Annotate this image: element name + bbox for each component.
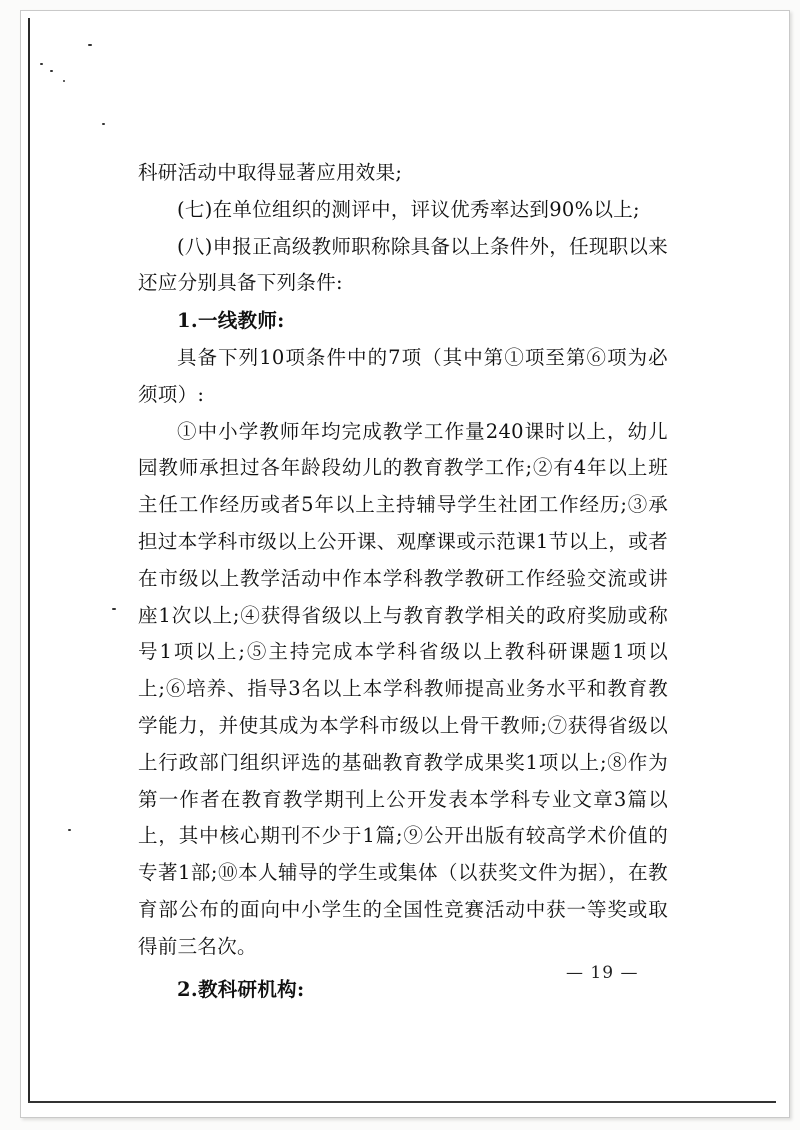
page-number: — 19 —: [566, 963, 639, 983]
binding-line: [28, 18, 30, 1103]
scan-speck: [88, 44, 92, 46]
paragraph-continuation: 科研活动中取得显著应用效果;: [138, 161, 403, 184]
scan-speck: [102, 123, 105, 125]
scan-speck: [112, 608, 116, 610]
section-heading-research-institutions: 2.教科研机构:: [177, 977, 305, 1001]
scan-speck: [68, 829, 71, 831]
section-heading-frontline-teachers: 1.一线教师:: [177, 309, 285, 333]
bottom-border-line: [28, 1101, 776, 1103]
document-body: [138, 155, 668, 1008]
scan-speck: [63, 80, 65, 82]
paragraph-requirement-list: ①中小学教师年均完成教学工作量240课时以上，幼儿园教师承担过各年龄段幼儿的教育教学工作;②有4年以上班主任工作经历或者5年以上主持辅导学生社团工作经历;③承担过本学科市级以上公开课、观摩课或示范课1节以上，或者在市级以上教学活动中作本学科教学教研工作经验交流或讲座1次以上;④获得省级以上与教育教学相关的政府奖励或称号1项以上;⑤主持完成本学科省级以上教科研课题1项以上;⑥培养、指导3名以上本学科教师提高业务水平和教育教学能力，并使其成为本学科市级以上骨干教师;⑦获得省级以上行政部门组织评选的基础教育教学成果奖1项以上;⑧作为第一作者在教育教学期刊上公开发表本学科专业文章3篇以上，其中核心期刊不少于1篇;⑨公开出版有较高学术价值的专著1部;⑩本人辅导的学生或集体（以获奖文件为据），在教育部公布的面向中小学生的全国性竞赛活动中获一等奖或取得前三名次。: [138, 419, 668, 958]
paragraph-item-7: (七)在单位组织的测评中，评议优秀率达到90%以上;: [177, 197, 640, 221]
paragraph-requirement-summary: 具备下列10项条件中的7项（其中第①项至第⑥项为必须项）:: [138, 345, 668, 406]
paragraph-item-8: (八)申报正高级教师职称除具备以上条件外，任现职以来还应分别具备下列条件:: [138, 234, 669, 295]
scan-speck: [40, 63, 43, 65]
scan-speck: [50, 70, 53, 72]
